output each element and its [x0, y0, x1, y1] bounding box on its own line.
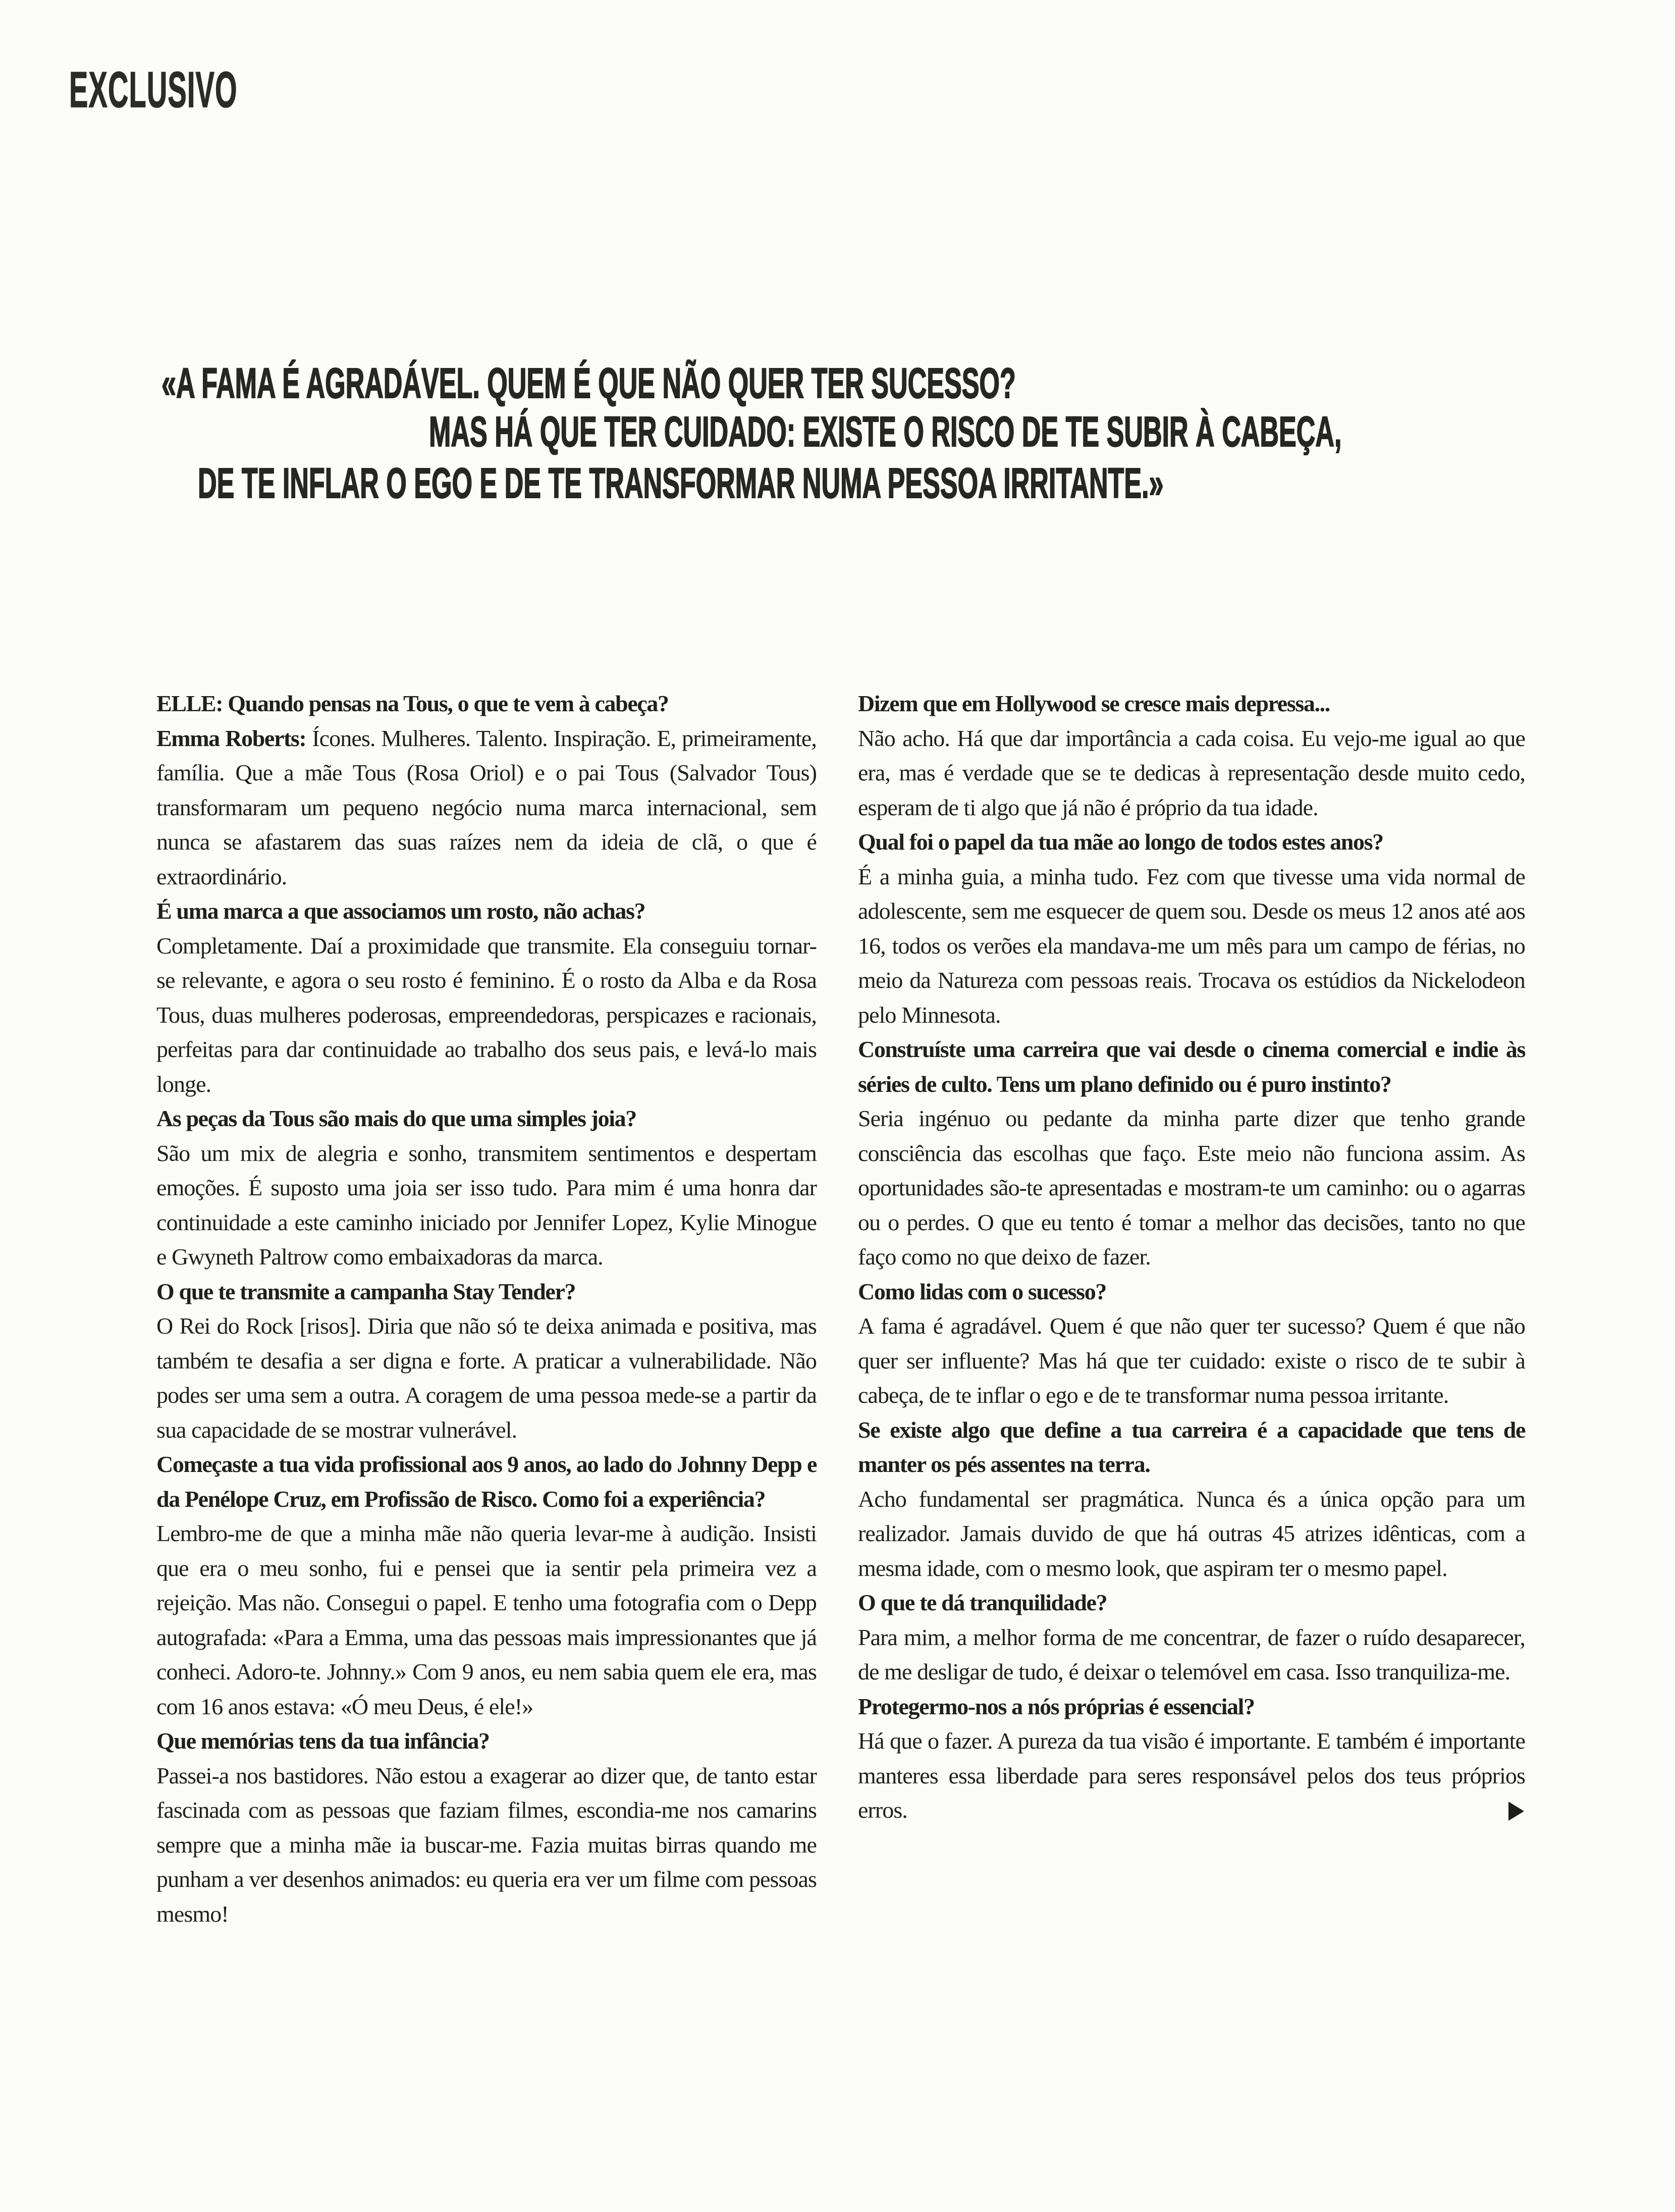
interview-question: Que memórias tens da tua infância? [156, 1728, 490, 1754]
continue-arrow-icon [1508, 1802, 1524, 1821]
interview-question: Começaste a tua vida profissional aos 9 anos, ao lado do Johnny Depp e da Penélope Cruz, em Profissão de Risco. Como foi a experiência? [156, 1451, 817, 1512]
interview-question: O que te transmite a campanha Stay Tender? [156, 1278, 576, 1304]
interview-question: Dizem que em Hollywood se cresce mais depressa... [858, 691, 1330, 716]
interview-question: As peças da Tous são mais do que uma simples joia? [156, 1105, 636, 1131]
interview-answer: Lembro-me de que a minha mãe não queria levar-me à audição. Insisti que era o meu sonho, fui e pensei que ia sentir pela primeira vez a rejeição. Mas não. Consegui o papel. E tenho uma fotografia com o Depp autografada: «Para a Emma, uma das pessoas mais impressionantes que já conheci. Adoro-te. Johnny.» Com 9 anos, eu nem sabia quem ele era, mas com 16 anos estava: «Ó meu Deus, é ele!» [156, 1520, 817, 1719]
interview-answer: Passei-a nos bastidores. Não estou a exagerar ao dizer que, de tanto estar fascinada com as pessoas que faziam filmes, escondia-me nos camarins sempre que a minha mãe ia buscar-me. Fazia muitas birras quando me punham a ver desenhos animados: eu queria era ver um filme com pessoas mesmo! [156, 1762, 817, 1927]
interview-answer: São um mix de alegria e sonho, transmitem sentimentos e despertam emoções. É suposto uma joia ser isso tudo. Para mim é uma honra dar continuidade a este caminho iniciado por Jennifer Lopez, Kylie Minogue e Gwyneth Paltrow como embaixadoras da marca. [156, 1140, 817, 1270]
pull-quote-line-3: DE TE INFLAR O EGO E DE TE TRANSFORMAR NUMA PESSOA IRRITANTE.» [198, 459, 1164, 507]
interview-question: O que te dá tranquilidade? [858, 1590, 1107, 1615]
interview-answer [156, 721, 817, 894]
interview-answer: É a minha guia, a minha tudo. Fez com que tivesse uma vida normal de adolescente, sem me esquecer de quem sou. Desde os meus 12 anos até aos 16, todos os verões ela mandava-me um mês para um campo de férias, no meio da Natureza com pessoas reais. Trocava os estúdios da Nickelodeon pelo Minnesota. [858, 863, 1525, 1028]
interview-answer [858, 1724, 1525, 1828]
interview-answer: Acho fundamental ser pragmática. Nunca és a única opção para um realizador. Jamais duvido de que há outras 45 atrizes idênticas, com a mesma idade, com o mesmo look, que aspiram ter o mesmo papel. [858, 1486, 1525, 1581]
pull-quote-line-1: «A FAMA É AGRADÁVEL. QUEM É QUE NÃO QUER TER SUCESSO? [161, 359, 1016, 407]
interview-answer: Completamente. Daí a proximidade que transmite. Ela conseguiu tornar-se relevante, e agora o seu rosto é feminino. É o rosto da Alba e da Rosa Tous, duas mulheres poderosas, empreendedoras, perspicazes e racionais, perfeitas para dar continuidade ao trabalho dos seus pais, e levá-lo mais longe. [156, 932, 817, 1097]
answer-text: Há que o fazer. A pureza da tua visão é importante. E também é importante manteres essa liberdade para seres responsável pelos dos teus próprios erros. [858, 1728, 1525, 1823]
interview-question: Construíste uma carreira que vai desde o cinema comercial e indie às séries de culto. Tens um plano definido ou é puro instinto? [858, 1036, 1525, 1097]
answer-text: Ícones. Mulheres. Talento. Inspiração. E, primeiramente, família. Que a mãe Tous (Rosa Oriol) e o pai Tous (Salvador Tous) transformaram um pequeno negócio numa marca internacional, sem nunca se afastarem das suas raízes nem da ideia de clã, o que é extraordinário. [156, 725, 817, 889]
interview-question: Como lidas com o sucesso? [858, 1278, 1106, 1304]
interview-question: Qual foi o papel da tua mãe ao longo de todos estes anos? [858, 829, 1383, 855]
section-kicker: EXCLUSIVO [69, 62, 238, 118]
interview-answer: Para mim, a melhor forma de me concentrar, de fazer o ruído desaparecer, de me desligar de tudo, é deixar o telemóvel em casa. Isso tranquiliza-me. [858, 1624, 1525, 1684]
interview-question: ELLE: Quando pensas na Tous, o que te vem à cabeça? [156, 691, 669, 716]
article-column-left [156, 687, 817, 1931]
interview-question: É uma marca a que associamos um rosto, não achas? [156, 898, 645, 924]
interviewee-label: Emma Roberts: [156, 725, 306, 751]
pull-quote-line-2: MAS HÁ QUE TER CUIDADO: EXISTE O RISCO DE TE SUBIR À CABEÇA, [429, 408, 1342, 455]
interview-answer: A fama é agradável. Quem é que não quer ter sucesso? Quem é que não quer ser influente? Mas há que ter cuidado: existe o risco de te subir à cabeça, de te inflar o ego e de te transformar numa pessoa irritante. [858, 1313, 1525, 1408]
interview-question: Se existe algo que define a tua carreira é a capacidade que tens de manter os pés assentes na terra. [858, 1416, 1525, 1477]
interview-answer: O Rei do Rock [risos]. Diria que não só te deixa animada e positiva, mas também te desafia a ser digna e forte. A praticar a vulnerabilidade. Não podes ser uma sem a outra. A coragem de uma pessoa mede-se a partir da sua capacidade de se mostrar vulnerável. [156, 1313, 817, 1443]
article-column-right [858, 687, 1525, 1828]
interview-answer: Não acho. Há que dar importância a cada coisa. Eu vejo-me igual ao que era, mas é verdade que se te dedicas à representação desde muito cedo, esperam de ti algo que já não é próprio da tua idade. [858, 725, 1525, 820]
interview-answer: Seria ingénuo ou pedante da minha parte dizer que tenho grande consciência das escolhas que faço. Este meio não funciona assim. As oportunidades são-te apresentadas e mostram-te um caminho: ou o agarras ou o perdes. O que eu tento é tomar a melhor das decisões, tanto no que faço como no que deixo de fazer. [858, 1105, 1525, 1270]
interview-question: Protegermo-nos a nós próprias é essencial? [858, 1693, 1255, 1719]
